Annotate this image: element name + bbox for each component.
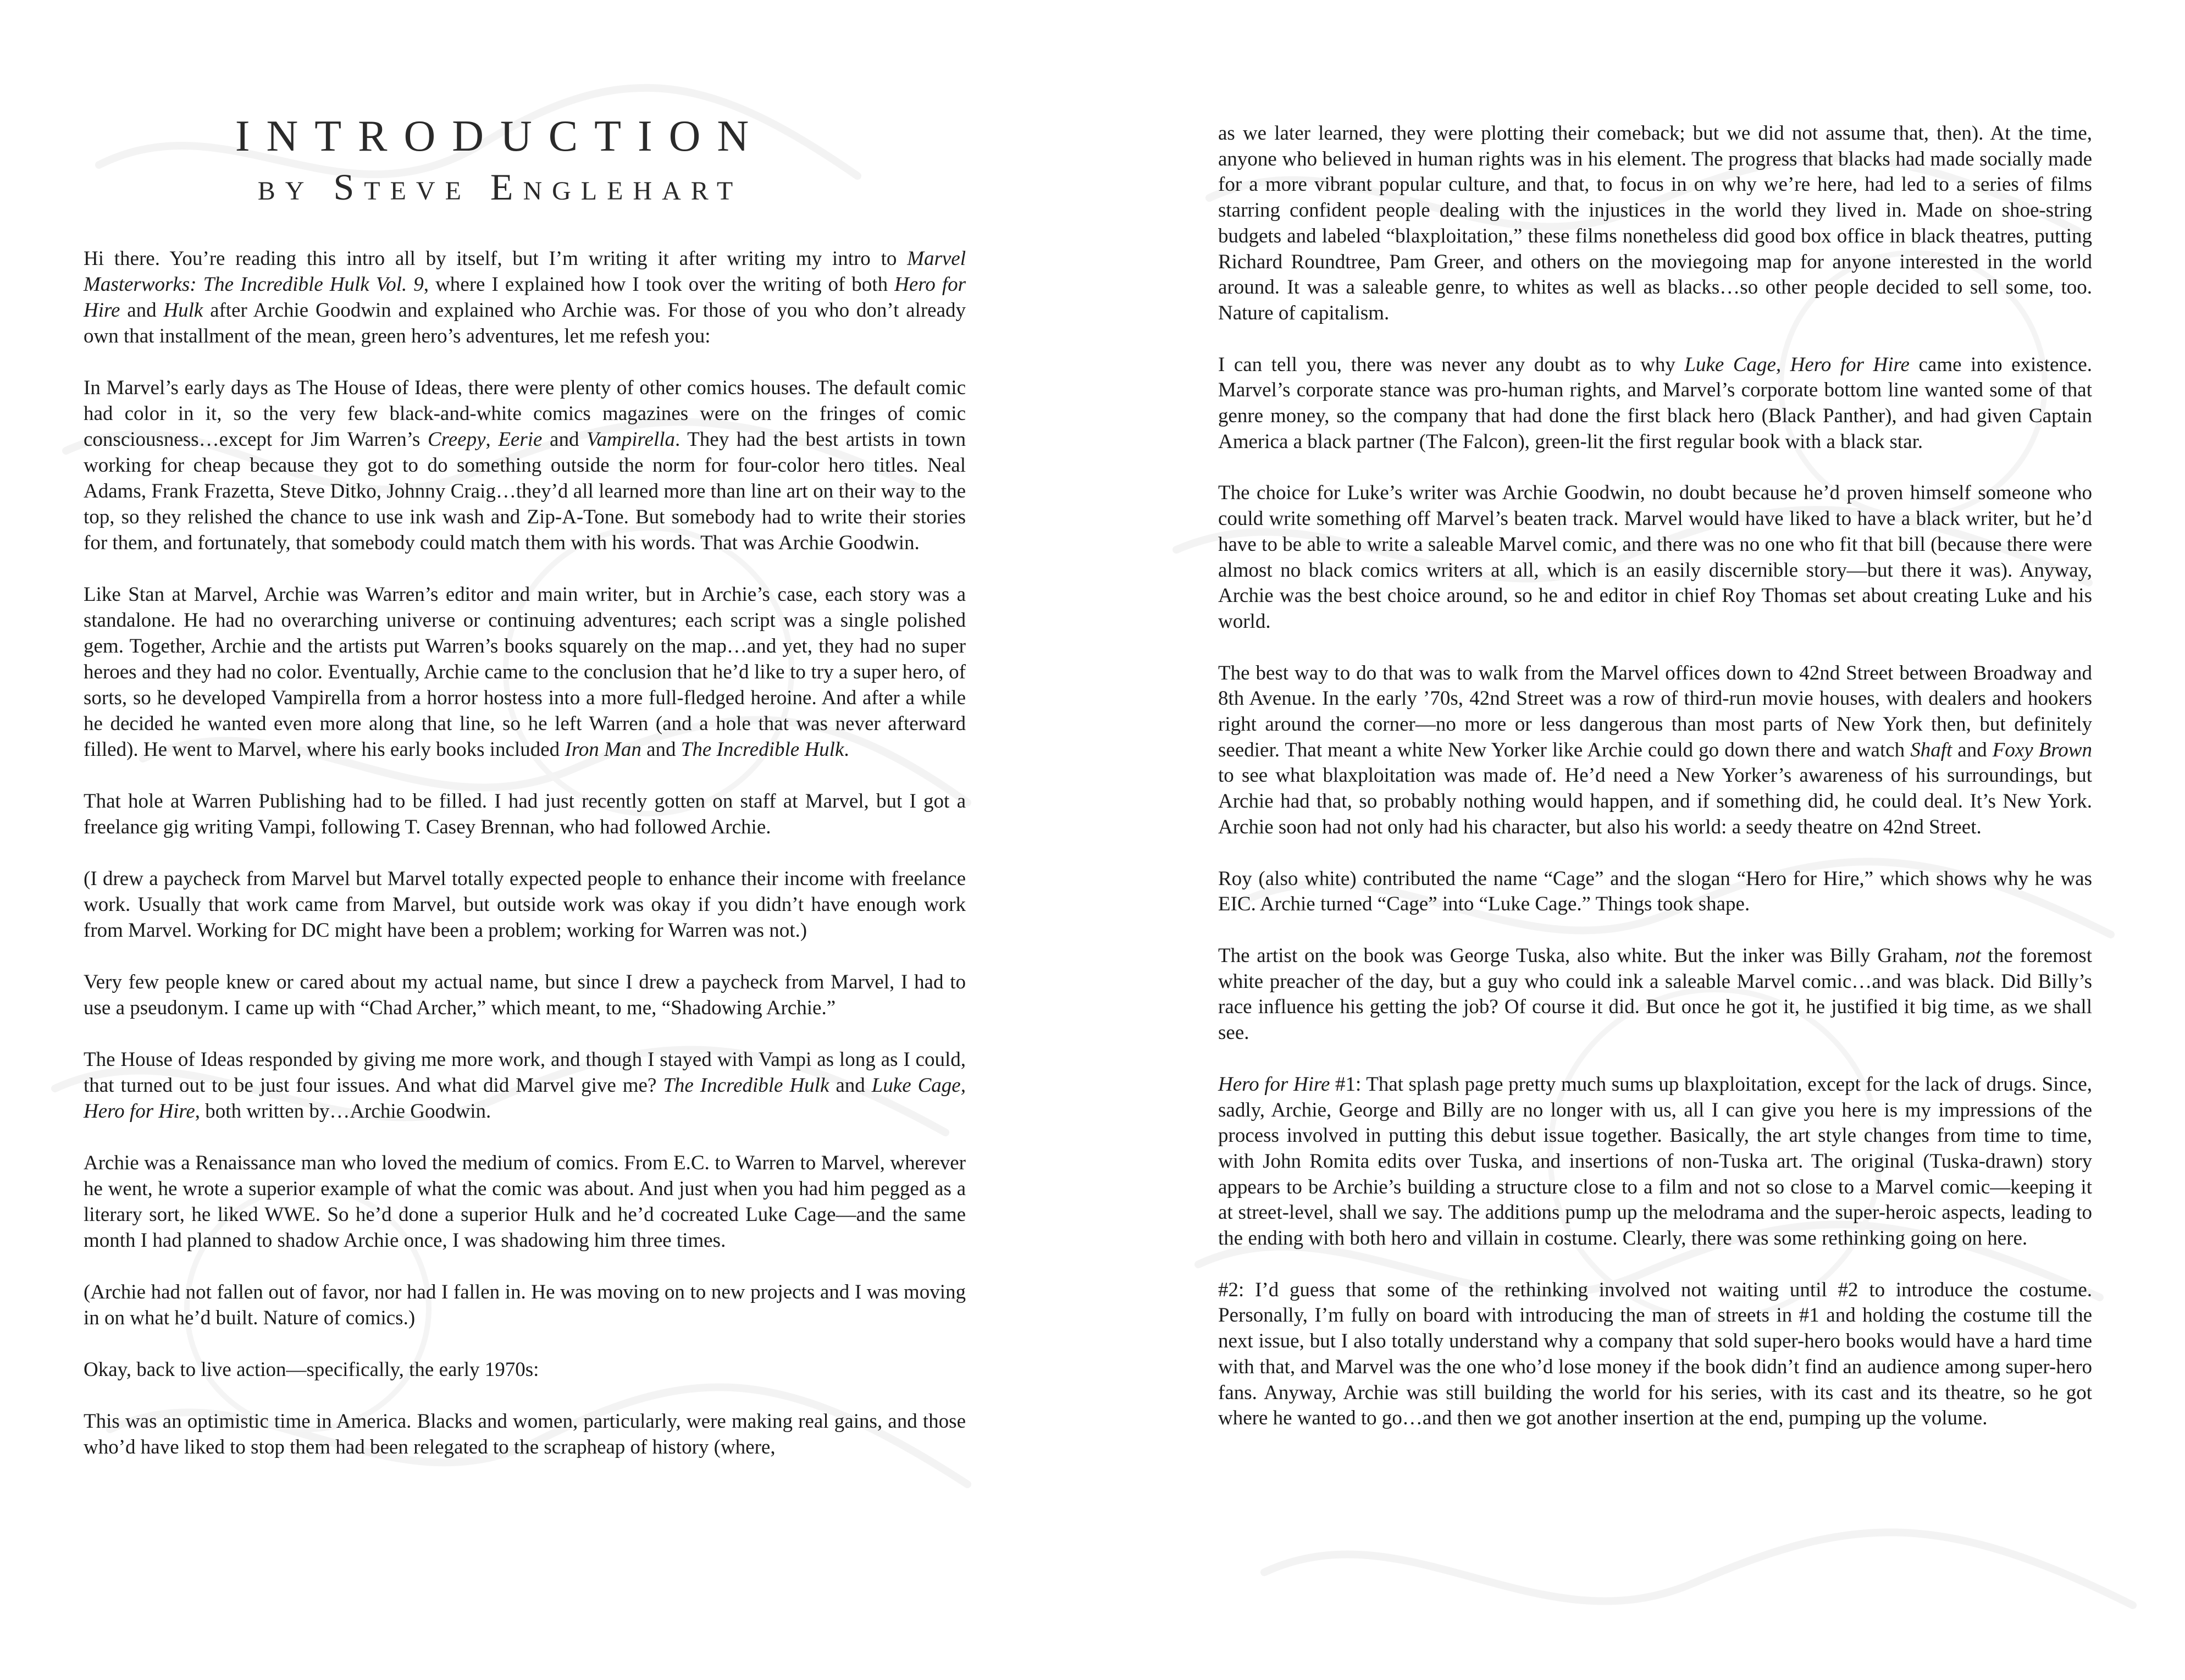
italic-title: Hero for Hire	[84, 273, 966, 322]
text-run: , both written by…Archie Goodwin.	[195, 1100, 491, 1123]
text-run: That hole at Warren Publishing had to be filled. I had just recently gotten on staff at Marvel, but I got a freelance gig writing Vampi, following T. Casey Brennan, who had followed Archie.	[84, 790, 966, 838]
text-run: as we later learned, they were plotting their comeback; but we did not assume that, then). At the time, anyone who believed in human rights was in his element. The progress that blacks had made socially made for a more vibrant popular culture, and that, to focus in on why we’re here, had led to a series of films starring confident people dealing with the injustices in the world they lived in. Made on shoe-string budgets and labeled “blaxploitation,” these films nonetheless did good box office in black theatres, putting Richard Roundtree, Pam Greer, and others on the moviegoing map for anyone interested in the world around. It was a saleable genre, to whites as well as blacks…so other people decided to sell some, too. Nature of capitalism.	[1218, 122, 2092, 324]
text-run: Hi there. You’re reading this intro all by itself, but I’m writing it after writing my intro to	[84, 247, 908, 270]
title-block	[165, 110, 836, 209]
text-run: Like Stan at Marvel, Archie was Warren’s editor and main writer, but in Archie’s case, each story was a standalone. He had no overarching universe or continuing adventures; each script was a single polished gem. Together, Archie and the artists put Warren’s books squarely on the map…and yet, they had no super heroes and they had no color. Eventually, Archie came to the conclusion that he’d like to try a super hero, of sorts, so he developed Vampirella from a horror hostess into a more full-fledged heroine. And after a while he decided he wanted even more along that line, so he left Warren (and a hole that was never afterward filled). He went to Marvel, where his early books included	[84, 583, 966, 761]
text-run: and	[829, 1074, 872, 1097]
text-run: Okay, back to live action—specifically, the early 1970s:	[84, 1358, 539, 1381]
italic-title: The Incredible Hulk	[681, 738, 844, 761]
paragraph	[84, 788, 966, 840]
text-run: The best way to do that was to walk from the Marvel offices down to 42nd Street between Broadway and 8th Avenue. In the early ’70s, 42nd Street was a row of third-run movie houses, with dealers and hookers right around the corner—no more or less dangerous than most parts of New York then, but definitely seedier. That meant a white New Yorker like Archie could go down there and watch	[1218, 661, 2092, 761]
italic-title: Foxy Brown	[1992, 738, 2092, 761]
italic-title: Luke Cage, Hero for Hire	[84, 1074, 966, 1123]
paragraph	[1218, 352, 2092, 455]
text-run: Very few people knew or cared about my actual name, but since I drew a paycheck from Marvel, I had to use a pseudonym. I came up with “Chad Archer,” which meant, to me, “Shadowing Archie.”	[84, 971, 966, 1019]
paragraph	[1218, 1278, 2092, 1432]
italic-title: Hulk	[163, 299, 203, 322]
text-run: (Archie had not fallen out of favor, nor had I fallen in. He was moving on to new projects and I was moving in on what he’d built. Nature of comics.)	[84, 1281, 966, 1329]
italic-title: Shaft	[1910, 738, 1952, 761]
text-run: to see what blaxploitation was made of. He’d need a New Yorker’s awareness of his surroundings, but Archie had that, so probably nothing would happen, and if something did, he could deal. It’s New York. Archie soon had not only had his character, but also his world: a seedy theatre on 42nd Street.	[1218, 764, 2092, 838]
text-run: In Marvel’s early days as The House of Ideas, there were plenty of other comics houses. The default comic had color in it, so the very few black-and-white comics magazines were on the fringes of comic consciousness…except for Jim Warren’s	[84, 377, 966, 451]
text-run: ,	[485, 428, 499, 451]
italic-title: The Incredible Hulk	[663, 1074, 829, 1097]
text-run: The artist on the book was George Tuska, also white. But the inker was Billy Graham,	[1218, 944, 1955, 967]
text-run: #1: That splash page pretty much sums up blaxploitation, except for the lack of drugs. Since, sadly, Archie, George and Billy are no longer with us, all I can give you here is my impressions of the process involved in putting this debut issue together. Basically, the art style changes from time to time, with John Romita edits over Tuska, and insertions of non-Tuska art. The original (Tuska-drawn) story appears to be Archie’s building a structure close to a film and not so close to a Marvel comic—keeping it at street-level, shall we say. The additions pump up the melodrama and the super-heroic aspects, leading to the ending with both hero and villain in costume. Clearly, there was some rethinking going on here.	[1218, 1073, 2092, 1250]
italic-title: Luke Cage, Hero for Hire	[1684, 353, 1910, 376]
text-run: and	[542, 428, 587, 451]
text-run: and	[1952, 738, 1993, 761]
text-run: and	[641, 738, 681, 761]
paragraph	[84, 969, 966, 1021]
text-run: This was an optimistic time in America. Blacks and women, particularly, were making real gains, and those who’d have liked to stop them had been relegated to the scrapheap of history (where,	[84, 1410, 966, 1458]
italic-title: Creepy	[428, 428, 486, 451]
paragraph	[84, 1279, 966, 1331]
text-run: .	[844, 738, 849, 761]
text-run: after Archie Goodwin and explained who Archie was. For those of you who don’t already own that installment of the mean, green hero’s adventures, let me refesh you:	[84, 299, 966, 347]
paragraph	[84, 1408, 966, 1460]
paragraph	[84, 1357, 966, 1383]
text-run: . They had the best artists in town working for cheap because they got to do something outside the norm for four-color hero titles. Neal Adams, Frank Frazetta, Steve Ditko, Johnny Craig…they’d all learned more than line art on their way to the top, so they relished the chance to use ink wash and Zip-A-Tone. But somebody had to write their stories for them, and fortunately, that somebody could match them with his words. That was Archie Goodwin.	[84, 428, 966, 554]
italic-title: Iron Man	[565, 738, 641, 761]
text-run: The House of Ideas responded by giving me more work, and though I stayed with Vampi as long as I could, that turned out to be just four issues. And what did Marvel give me?	[84, 1048, 966, 1097]
paragraph	[84, 1047, 966, 1124]
text-run: Roy (also white) contributed the name “Cage” and the slogan “Hero for Hire,” which shows why he was EIC. Archie turned “Cage” into “Luke Cage.” Things took shape.	[1218, 867, 2092, 916]
paragraph	[1218, 480, 2092, 634]
text-run: (I drew a paycheck from Marvel but Marvel totally expected people to enhance their income with freelance work. Usually that work came from Marvel, but outside work was okay if you didn’t have enough work from Marvel. Working for DC might have been a problem; working for Warren was not.)	[84, 867, 966, 942]
page-title: INTRODUCTION	[235, 112, 766, 161]
paragraph	[84, 1150, 966, 1253]
italic-title: not	[1955, 944, 1981, 967]
paragraph	[84, 866, 966, 943]
paragraph	[1218, 943, 2092, 1046]
right-page	[1093, 0, 2185, 1680]
right-column	[1218, 121, 2092, 1432]
paragraph	[1218, 866, 2092, 918]
text-run: I can tell you, there was never any doubt as to why	[1218, 353, 1685, 376]
paragraph	[84, 246, 966, 349]
italic-title: Hero for Hire	[1218, 1073, 1330, 1096]
paragraph	[84, 582, 966, 762]
text-run: , where I explained how I took over the writing of both	[423, 273, 895, 296]
author-byline: by Steve Englehart	[257, 166, 743, 208]
text-run: Archie was a Renaissance man who loved the medium of comics. From E.C. to Warren to Marvel, wherever he went, he wrote a superior example of what the comic was about. And just when you had him pegged as a literary sort, he liked WWE. So he’d done a superior Hulk and he’d cocreated Luke Cage—and the same month I had planned to shadow Archie once, I was shadowing him three times.	[84, 1152, 966, 1252]
text-run: and	[120, 299, 164, 322]
text-run: the foremost white preacher of the day, but a guy who could ink a saleable Marvel comic…and was black. Did Billy’s race influence his getting the job? Of course it did. But once he got it, he justified it big time, as we shall see.	[1218, 944, 2092, 1045]
text-run: The choice for Luke’s writer was Archie Goodwin, no doubt because he’d proven himself someone who could write something off Marvel’s beaten track. Marvel would have liked to have a black writer, but he’d have to be able to write a saleable Marvel comic, and there was no one who fit that bill (because there were almost no black comics writers at all, which is an easily discernible story—but there it was). Anyway, Archie was the best choice around, so he and editor in chief Roy Thomas set about creating Luke and his world.	[1218, 482, 2092, 633]
text-run: came into existence. Marvel’s corporate stance was pro-human rights, and Marvel’s corporate bottom line wanted some of that genre money, so the company that had done the first black hero (Black Panther), and had given Captain America a black partner (The Falcon), green-lit the first regular book with a black star.	[1218, 353, 2092, 453]
paragraph	[1218, 1072, 2092, 1252]
paragraph	[1218, 121, 2092, 327]
left-column	[84, 246, 966, 1460]
italic-title: Marvel Masterworks: The Incredible Hulk Vol. 9	[84, 247, 966, 296]
italic-title: Vampirella	[587, 428, 676, 451]
text-run: #2: I’d guess that some of the rethinking involved not waiting until #2 to introduce the costume. Personally, I’m fully on board with introducing the man of streets in #1 and holding the costume till the next issue, but I also totally understand why a company that sold super-hero books would have a hard time with that, and Marvel was the one who’d lose money if the book didn’t find an audience among super-hero fans. Anyway, Archie was still building the world for his series, with its cast and its theatre, so he got where he wanted to go…and then we got another insertion at the end, pumping up the volume.	[1218, 1278, 2092, 1430]
paragraph	[1218, 661, 2092, 841]
paragraph	[84, 375, 966, 556]
italic-title: Eerie	[498, 428, 543, 451]
